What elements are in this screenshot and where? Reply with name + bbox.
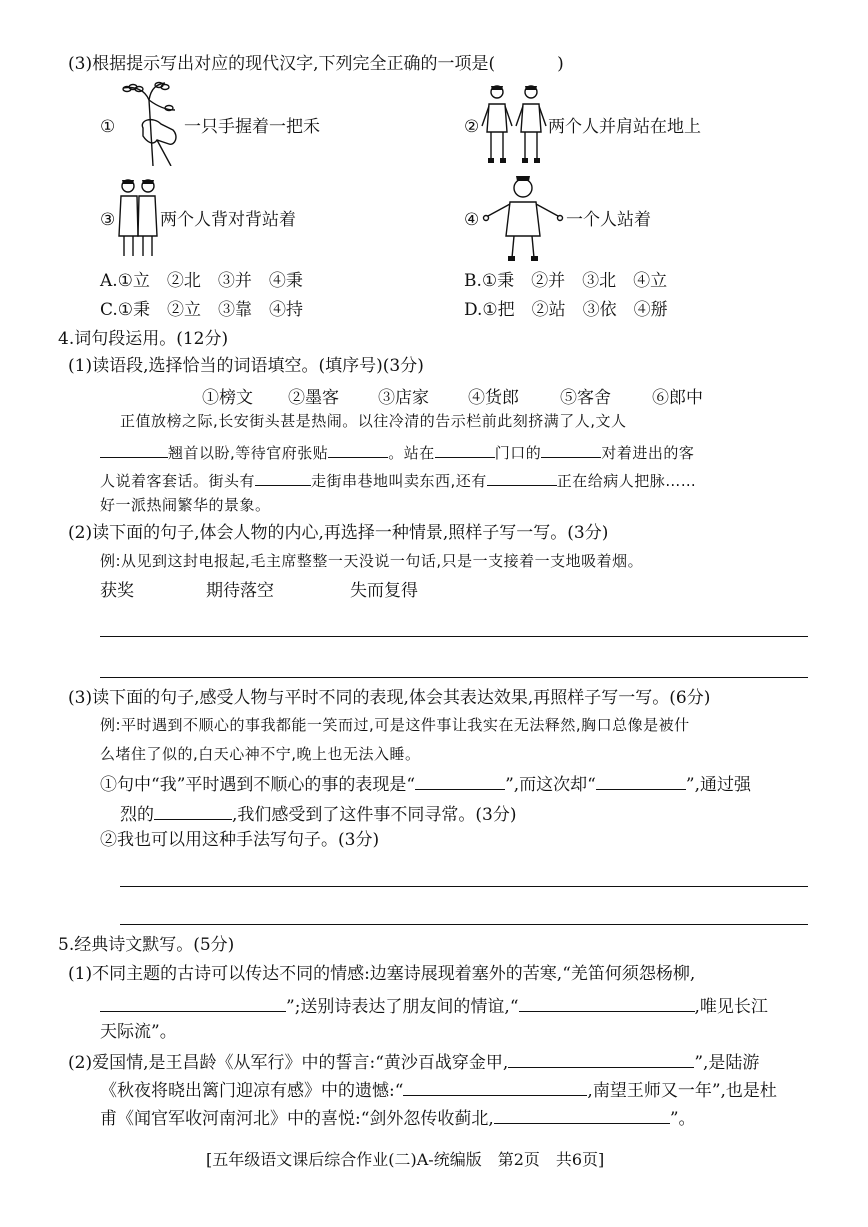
fill-blank[interactable] [487,468,557,486]
fill-blank[interactable] [541,440,601,458]
q5-2-line2: 《秋夜将晓出篱门迎凉有感》中的遗憾:“ ,南望王师又一年”,也是杜 [100,1078,777,1101]
q4-title: 4.词句段运用。(12分) [58,329,229,349]
option-d[interactable]: D.①把 ②站 ③依 ④掰 [464,300,668,320]
q5-1-line3: 天际流”。 [100,1022,177,1042]
page-footer: [五年级语文课后综合作业(二)A-统编版 第2页 共6页] [206,1150,605,1169]
fill-blank[interactable] [519,994,695,1012]
answer-line[interactable] [100,677,808,678]
scenario-choice[interactable]: 失而复得 [350,581,418,601]
scenario-choice[interactable]: 获奖 [100,581,134,601]
q5-1-line2: ”;送别诗表达了朋友间的情谊,“ ,唯见长江 [100,994,768,1017]
one-person-standing-pictograph [480,172,566,264]
back-to-back-pictograph [116,176,160,262]
fill-blank[interactable] [255,468,311,486]
pic1-caption: 一只手握着一把禾 [184,117,320,137]
pic2-caption: 两个人并肩站在地上 [548,117,701,137]
answer-line[interactable] [120,924,808,925]
passage-line-4: 好一派热闹繁华的景象。 [100,496,271,514]
q5-2-line1: (2)爱国情,是王昌龄《从军行》中的誓言:“黄沙百战穿金甲, ”,是陆游 [68,1050,759,1073]
q5-title: 5.经典诗文默写。(5分) [58,935,235,955]
fill-blank[interactable] [154,802,232,820]
passage-line-2: 翘首以盼,等待官府张贴 。站在 门口的 对着进出的客 [100,440,694,462]
answer-line[interactable] [120,886,808,887]
q3-title: (3)根据提示写出对应的现代汉字,下列完全正确的一项是( ) [68,54,564,74]
scenario-choice[interactable]: 期待落空 [206,581,274,601]
q4-3-example-2: 么堵住了似的,白天心神不宁,晚上也无法入睡。 [100,745,421,763]
fill-blank[interactable] [328,440,388,458]
word-option: ⑤客舍 [560,388,611,408]
pic3-caption: 两个人背对背站着 [160,210,296,230]
pic4-number: ④ [464,210,480,230]
fill-blank[interactable] [415,772,505,790]
pic1-number: ① [100,117,116,137]
q4-2-title: (2)读下面的句子,体会人物的内心,再选择一种情景,照样子写一写。(3分) [68,523,609,543]
word-option: ②墨客 [288,388,339,408]
word-option: ⑥郎中 [652,388,703,408]
fill-blank[interactable] [403,1078,587,1096]
q4-2-example: 例:从见到这封电报起,毛主席整整一天没说一句话,只是一支接着一支地吸着烟。 [100,552,644,570]
hand-grain-pictograph [113,80,185,166]
fill-blank[interactable] [435,440,495,458]
option-a[interactable]: A.①立 ②北 ③并 ④秉 [100,271,303,291]
q4-3-example-1: 例:平时遇到不顺心的事我都能一笑而过,可是这件事让我实在无法释然,胸口总像是被什 [100,716,690,734]
word-option: ④货郎 [468,388,519,408]
two-people-side-by-side-pictograph [480,82,548,166]
q4-1-title: (1)读语段,选择恰当的词语填空。(填序号)(3分) [68,356,424,376]
q5-1-line1: (1)不同主题的古诗可以传达不同的情感:边塞诗展现着塞外的苦寒,“羌笛何须怨杨柳, [68,964,696,984]
fill-blank[interactable] [494,1106,670,1124]
fill-blank[interactable] [508,1050,694,1068]
q4-3-title: (3)读下面的句子,感受人物与平时不同的表现,体会其表达效果,再照样子写一写。(6分) [68,688,711,708]
q4-3-sub2: ②我也可以用这种手法写句子。(3分) [100,830,380,850]
word-option: ③店家 [378,388,429,408]
fill-blank[interactable] [100,440,168,458]
word-option: ①榜文 [202,388,253,408]
q5-2-line3: 甫《闻官军收河南河北》中的喜悦:“剑外忽传收蓟北, ”。 [100,1106,696,1129]
option-b[interactable]: B.①秉 ②并 ③北 ④立 [464,271,668,291]
answer-line[interactable] [100,636,808,637]
option-c[interactable]: C.①秉 ②立 ③靠 ④持 [100,300,304,320]
pic4-caption: 一个人站着 [566,210,651,230]
q4-3-sub1-line1: ①句中“我”平时遇到不顺心的事的表现是“ ”,而这次却“ ”,通过强 [100,772,751,795]
pic2-number: ② [464,117,480,137]
passage-line-3: 人说着客套话。街头有 走街串巷地叫卖东西,还有 正在给病人把脉…… [100,468,696,490]
fill-blank[interactable] [100,994,286,1012]
q4-3-sub1-line2: 烈的 ,我们感受到了这件事不同寻常。(3分) [120,802,516,825]
fill-blank[interactable] [596,772,686,790]
pic3-number: ③ [100,210,116,230]
passage-line-1: 正值放榜之际,长安街头甚是热闹。以往冷清的告示栏前此刻挤满了人,文人 [120,412,627,430]
